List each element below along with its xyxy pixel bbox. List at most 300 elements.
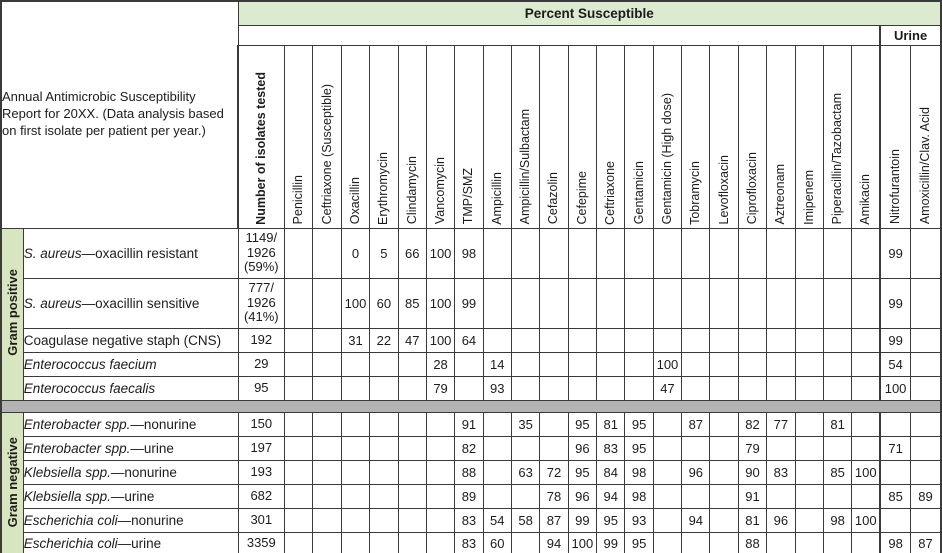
value-cell-tobramycin <box>682 328 710 352</box>
value-cell-ampicillin <box>483 228 511 278</box>
value-cell-imipenem <box>795 376 823 400</box>
value-cell-ceftriaxone <box>597 228 625 278</box>
value-cell-levofloxacin <box>710 412 738 436</box>
value-cell-penicillin <box>285 460 313 484</box>
value-cell-erythromycin <box>370 508 398 532</box>
header-imipenem <box>795 45 823 228</box>
value-cell-oxacillin <box>341 412 369 436</box>
value-cell-gentamicin-high-dose <box>653 412 681 436</box>
value-cell-tobramycin <box>682 278 710 328</box>
organism-cell <box>23 376 238 400</box>
value-cell-tobramycin <box>682 436 710 460</box>
value-cell-clindamycin <box>398 412 426 436</box>
isolates-tested-cell: 192 <box>238 328 285 352</box>
value-cell-imipenem <box>795 460 823 484</box>
value-cell-cefepime: 100 <box>568 532 596 553</box>
header-label: Ceftriaxone (Susceptible) <box>319 84 334 225</box>
organism-name: Enterobacter spp. <box>23 440 131 456</box>
header-oxacillin <box>341 45 369 228</box>
value-cell-ceftriaxone-susceptible <box>313 412 341 436</box>
value-cell-piperacillin-tazobactam <box>823 376 851 400</box>
organism-suffix: Coagulase negative staph (CNS) <box>23 332 222 348</box>
value-cell-ampicillin <box>483 412 511 436</box>
value-cell-tobramycin <box>682 484 710 508</box>
header-vancomycin <box>426 45 454 228</box>
value-cell-gentamicin: 95 <box>625 412 653 436</box>
organism-name: Enterococcus faecalis <box>23 380 156 396</box>
value-cell-ampicillin: 14 <box>483 352 511 376</box>
value-cell-ampicillin-sulbactam: 35 <box>511 412 539 436</box>
value-cell-imipenem <box>795 278 823 328</box>
value-cell-penicillin <box>285 484 313 508</box>
percent-susceptible-header: Percent Susceptible <box>238 1 941 25</box>
value-cell-ceftriaxone <box>597 278 625 328</box>
organism-suffix: —urine <box>130 440 174 456</box>
value-cell-vancomycin: 100 <box>426 328 454 352</box>
organism-row-enterobacter-spp-urine <box>1 436 941 460</box>
value-cell-penicillin <box>285 436 313 460</box>
value-cell-nitrofurantoin: 71 <box>880 436 910 460</box>
header-ciprofloxacin <box>738 45 766 228</box>
value-cell-tmp-smz: 88 <box>455 460 483 484</box>
value-cell-aztreonam <box>767 228 795 278</box>
value-cell-ceftriaxone-susceptible <box>313 376 341 400</box>
value-cell-cefazolin <box>540 228 568 278</box>
value-cell-vancomycin <box>426 508 454 532</box>
value-cell-gentamicin-high-dose <box>653 532 681 553</box>
value-cell-levofloxacin <box>710 460 738 484</box>
value-cell-amoxicillin-clav-acid <box>911 278 941 328</box>
header-label: Cefazolin <box>546 172 561 225</box>
value-cell-imipenem <box>795 484 823 508</box>
organism-cell <box>23 228 238 278</box>
header-label: Levofloxacin <box>716 155 731 225</box>
value-cell-ceftriaxone-susceptible <box>313 436 341 460</box>
value-cell-tmp-smz: 82 <box>455 436 483 460</box>
organism-cell <box>23 278 238 328</box>
value-cell-ciprofloxacin: 91 <box>738 484 766 508</box>
header-label: Cefepime <box>574 171 589 225</box>
header-spacer <box>238 25 880 45</box>
organism-name: Enterococcus faecium <box>23 356 157 372</box>
organism-row-klebsiella-spp-urine <box>1 484 941 508</box>
organism-cell <box>23 532 238 553</box>
value-cell-penicillin <box>285 376 313 400</box>
value-cell-cefepime <box>568 278 596 328</box>
value-cell-nitrofurantoin: 100 <box>880 376 910 400</box>
value-cell-gentamicin-high-dose <box>653 228 681 278</box>
value-cell-cefepime: 95 <box>568 412 596 436</box>
header-ampicillin-sulbactam <box>511 45 539 228</box>
value-cell-piperacillin-tazobactam <box>823 484 851 508</box>
value-cell-gentamicin <box>625 278 653 328</box>
header-gentamicin-high-dose <box>653 45 681 228</box>
organism-row-klebsiella-spp-nonurine <box>1 460 941 484</box>
value-cell-ciprofloxacin: 90 <box>738 460 766 484</box>
value-cell-ampicillin-sulbactam <box>511 436 539 460</box>
isolates-tested-cell: 29 <box>238 352 285 376</box>
value-cell-tobramycin <box>682 352 710 376</box>
value-cell-nitrofurantoin: 99 <box>880 328 910 352</box>
value-cell-ceftriaxone-susceptible <box>313 508 341 532</box>
value-cell-ciprofloxacin <box>738 328 766 352</box>
value-cell-amikacin <box>852 328 880 352</box>
value-cell-ampicillin: 93 <box>483 376 511 400</box>
value-cell-imipenem <box>795 328 823 352</box>
value-cell-ampicillin: 54 <box>483 508 511 532</box>
value-cell-nitrofurantoin <box>880 412 910 436</box>
value-cell-vancomycin: 100 <box>426 228 454 278</box>
value-cell-aztreonam <box>767 484 795 508</box>
header-label: Penicillin <box>291 175 306 225</box>
header-label: Vancomycin <box>433 157 447 225</box>
value-cell-amoxicillin-clav-acid <box>911 436 941 460</box>
header-label: TMP/SMZ <box>461 168 476 225</box>
value-cell-tmp-smz: 64 <box>455 328 483 352</box>
value-cell-ceftriaxone-susceptible <box>313 532 341 553</box>
header-gentamicin <box>625 45 653 228</box>
value-cell-vancomycin: 100 <box>426 278 454 328</box>
value-cell-ceftriaxone-susceptible <box>313 328 341 352</box>
value-cell-amikacin: 100 <box>852 508 880 532</box>
value-cell-penicillin <box>285 412 313 436</box>
value-cell-ciprofloxacin: 88 <box>738 532 766 553</box>
value-cell-tobramycin: 87 <box>682 412 710 436</box>
value-cell-amikacin <box>852 484 880 508</box>
value-cell-erythromycin <box>370 484 398 508</box>
organism-name: Klebsiella spp. <box>23 488 111 504</box>
value-cell-nitrofurantoin <box>880 460 910 484</box>
organism-suffix: —nonurine <box>117 512 184 528</box>
value-cell-amoxicillin-clav-acid: 87 <box>911 532 941 553</box>
value-cell-gentamicin-high-dose <box>653 328 681 352</box>
header-clindamycin <box>398 45 426 228</box>
value-cell-amoxicillin-clav-acid <box>911 508 941 532</box>
value-cell-tobramycin <box>682 228 710 278</box>
organism-cell <box>23 352 238 376</box>
value-cell-cefazolin <box>540 352 568 376</box>
organism-suffix: —oxacillin resistant <box>81 245 198 261</box>
value-cell-tobramycin: 96 <box>682 460 710 484</box>
group-separator-row <box>1 400 941 412</box>
header-label: Erythromycin <box>376 151 391 225</box>
value-cell-clindamycin <box>398 484 426 508</box>
value-cell-clindamycin <box>398 532 426 553</box>
value-cell-oxacillin: 0 <box>341 228 369 278</box>
value-cell-amikacin <box>852 532 880 553</box>
value-cell-tmp-smz: 99 <box>455 278 483 328</box>
value-cell-nitrofurantoin: 99 <box>880 278 910 328</box>
header-label: Clindamycin <box>404 156 419 225</box>
value-cell-cefazolin <box>540 328 568 352</box>
value-cell-aztreonam <box>767 352 795 376</box>
value-cell-ceftriaxone: 84 <box>597 460 625 484</box>
value-cell-levofloxacin <box>710 532 738 553</box>
value-cell-ampicillin <box>483 328 511 352</box>
value-cell-ceftriaxone: 81 <box>597 412 625 436</box>
organism-name: Enterobacter spp. <box>23 416 131 432</box>
isolates-tested-cell: 95 <box>238 376 285 400</box>
value-cell-clindamycin <box>398 436 426 460</box>
value-cell-aztreonam: 83 <box>767 460 795 484</box>
value-cell-ampicillin-sulbactam <box>511 532 539 553</box>
value-cell-cefazolin <box>540 376 568 400</box>
value-cell-gentamicin: 95 <box>625 532 653 553</box>
value-cell-clindamycin <box>398 508 426 532</box>
value-cell-levofloxacin <box>710 508 738 532</box>
header-amoxicillin-clav-acid <box>911 45 941 228</box>
value-cell-clindamycin <box>398 460 426 484</box>
value-cell-ciprofloxacin <box>738 228 766 278</box>
value-cell-gentamicin: 95 <box>625 436 653 460</box>
value-cell-aztreonam <box>767 278 795 328</box>
header-number-of-isolates-tested <box>238 45 285 228</box>
organism-cell <box>23 508 238 532</box>
value-cell-imipenem <box>795 228 823 278</box>
organism-name: Klebsiella spp. <box>23 464 111 480</box>
value-cell-amikacin <box>852 412 880 436</box>
value-cell-nitrofurantoin: 54 <box>880 352 910 376</box>
value-cell-levofloxacin <box>710 228 738 278</box>
organism-row-s-aureus-oxacillin-sensitive <box>1 278 941 328</box>
organism-row-escherichia-coli-urine <box>1 532 941 553</box>
organism-cell <box>23 412 238 436</box>
value-cell-imipenem <box>795 352 823 376</box>
value-cell-gentamicin <box>625 376 653 400</box>
value-cell-penicillin <box>285 352 313 376</box>
value-cell-gentamicin <box>625 228 653 278</box>
header-label: Ciprofloxacin <box>744 152 759 225</box>
value-cell-amikacin: 100 <box>852 460 880 484</box>
value-cell-ceftriaxone <box>597 352 625 376</box>
value-cell-piperacillin-tazobactam <box>823 228 851 278</box>
value-cell-amoxicillin-clav-acid <box>911 376 941 400</box>
value-cell-ampicillin <box>483 460 511 484</box>
header-label: Oxacillin <box>347 177 362 225</box>
value-cell-clindamycin: 47 <box>398 328 426 352</box>
value-cell-ciprofloxacin <box>738 352 766 376</box>
value-cell-cefepime <box>568 376 596 400</box>
organism-suffix: —nonurine <box>130 416 197 432</box>
value-cell-tmp-smz <box>455 352 483 376</box>
value-cell-piperacillin-tazobactam <box>823 328 851 352</box>
value-cell-ciprofloxacin: 81 <box>738 508 766 532</box>
value-cell-ampicillin-sulbactam <box>511 352 539 376</box>
value-cell-tmp-smz <box>455 376 483 400</box>
header-ceftriaxone-susceptible <box>313 45 341 228</box>
value-cell-piperacillin-tazobactam <box>823 532 851 553</box>
organism-row-enterococcus-faecium <box>1 352 941 376</box>
value-cell-vancomycin <box>426 532 454 553</box>
value-cell-cefazolin: 87 <box>540 508 568 532</box>
value-cell-oxacillin <box>341 436 369 460</box>
header-label: Gentamicin <box>631 161 646 225</box>
value-cell-oxacillin <box>341 508 369 532</box>
organism-row-escherichia-coli-nonurine <box>1 508 941 532</box>
value-cell-gentamicin-high-dose <box>653 508 681 532</box>
value-cell-ceftriaxone: 94 <box>597 484 625 508</box>
organism-name: S. aureus <box>23 295 82 311</box>
value-cell-cefazolin <box>540 412 568 436</box>
value-cell-tobramycin <box>682 376 710 400</box>
value-cell-ampicillin <box>483 278 511 328</box>
value-cell-gentamicin: 98 <box>625 460 653 484</box>
header-penicillin <box>285 45 313 228</box>
value-cell-ceftriaxone-susceptible <box>313 460 341 484</box>
isolates-tested-cell: 1149/ 1926 (59%) <box>238 228 285 278</box>
organism-name: Escherichia coli <box>23 512 118 528</box>
value-cell-erythromycin <box>370 376 398 400</box>
group-label-gram-positive <box>1 228 23 400</box>
value-cell-tmp-smz: 91 <box>455 412 483 436</box>
value-cell-imipenem <box>795 436 823 460</box>
value-cell-ceftriaxone-susceptible <box>313 352 341 376</box>
value-cell-oxacillin <box>341 460 369 484</box>
header-piperacillin-tazobactam <box>823 45 851 228</box>
isolates-tested-cell: 301 <box>238 508 285 532</box>
value-cell-levofloxacin <box>710 328 738 352</box>
report-title: Annual Antimicrobic Susceptibility Report for 20XX. (Data analysis based on first isolate per patient per year.) <box>2 89 224 139</box>
header-label: Ampicillin/Sulbactam <box>518 109 533 225</box>
value-cell-erythromycin <box>370 436 398 460</box>
value-cell-aztreonam <box>767 376 795 400</box>
value-cell-aztreonam: 96 <box>767 508 795 532</box>
value-cell-erythromycin <box>370 352 398 376</box>
value-cell-gentamicin-high-dose <box>653 278 681 328</box>
value-cell-piperacillin-tazobactam: 81 <box>823 412 851 436</box>
report-title-cell <box>1 1 238 228</box>
value-cell-cefepime: 96 <box>568 436 596 460</box>
value-cell-ceftriaxone <box>597 328 625 352</box>
value-cell-piperacillin-tazobactam: 85 <box>823 460 851 484</box>
organism-cell <box>23 436 238 460</box>
value-cell-clindamycin <box>398 352 426 376</box>
value-cell-ceftriaxone: 95 <box>597 508 625 532</box>
organism-row-enterococcus-faecalis <box>1 376 941 400</box>
urine-header: Urine <box>880 25 941 45</box>
organism-suffix: —oxacillin sensitive <box>81 295 200 311</box>
value-cell-vancomycin <box>426 484 454 508</box>
value-cell-gentamicin: 93 <box>625 508 653 532</box>
value-cell-erythromycin: 60 <box>370 278 398 328</box>
value-cell-amoxicillin-clav-acid <box>911 412 941 436</box>
value-cell-penicillin <box>285 508 313 532</box>
value-cell-gentamicin <box>625 352 653 376</box>
value-cell-erythromycin <box>370 460 398 484</box>
value-cell-cefazolin: 94 <box>540 532 568 553</box>
value-cell-vancomycin <box>426 460 454 484</box>
value-cell-ampicillin-sulbactam <box>511 484 539 508</box>
value-cell-ampicillin-sulbactam <box>511 228 539 278</box>
isolates-tested-cell: 682 <box>238 484 285 508</box>
header-levofloxacin <box>710 45 738 228</box>
group-separator <box>1 400 941 412</box>
value-cell-penicillin <box>285 278 313 328</box>
value-cell-tmp-smz: 83 <box>455 532 483 553</box>
isolates-tested-cell: 150 <box>238 412 285 436</box>
header-cefazolin <box>540 45 568 228</box>
header-label: Ceftriaxone <box>603 160 618 225</box>
value-cell-cefepime <box>568 328 596 352</box>
organism-cell <box>23 460 238 484</box>
value-cell-ceftriaxone-susceptible <box>313 484 341 508</box>
header-row-top <box>1 1 941 25</box>
value-cell-oxacillin <box>341 352 369 376</box>
value-cell-amoxicillin-clav-acid <box>911 352 941 376</box>
value-cell-cefazolin: 78 <box>540 484 568 508</box>
header-label: Nitrofurantoin <box>888 149 903 225</box>
value-cell-aztreonam <box>767 436 795 460</box>
organism-row-enterobacter-spp-nonurine <box>1 412 941 436</box>
value-cell-ciprofloxacin: 82 <box>738 412 766 436</box>
value-cell-ampicillin-sulbactam <box>511 376 539 400</box>
value-cell-oxacillin <box>341 376 369 400</box>
value-cell-vancomycin: 79 <box>426 376 454 400</box>
value-cell-ampicillin-sulbactam <box>511 328 539 352</box>
header-aztreonam <box>767 45 795 228</box>
value-cell-levofloxacin <box>710 376 738 400</box>
value-cell-gentamicin: 98 <box>625 484 653 508</box>
value-cell-imipenem <box>795 532 823 553</box>
organism-suffix: —urine <box>117 536 162 552</box>
value-cell-imipenem <box>795 508 823 532</box>
value-cell-oxacillin: 100 <box>341 278 369 328</box>
value-cell-aztreonam <box>767 328 795 352</box>
group-label-text: Gram negative <box>4 437 20 528</box>
value-cell-ceftriaxone-susceptible <box>313 228 341 278</box>
value-cell-cefepime <box>568 352 596 376</box>
header-label: Piperacillin/Tazobactam <box>830 93 845 225</box>
organism-row-s-aureus-oxacillin-resistant <box>1 228 941 278</box>
value-cell-penicillin <box>285 532 313 553</box>
value-cell-ampicillin: 60 <box>483 532 511 553</box>
value-cell-tmp-smz: 98 <box>455 228 483 278</box>
value-cell-cefazolin: 72 <box>540 460 568 484</box>
value-cell-nitrofurantoin: 85 <box>880 484 910 508</box>
value-cell-aztreonam <box>767 532 795 553</box>
value-cell-tobramycin <box>682 532 710 553</box>
value-cell-gentamicin-high-dose: 100 <box>653 352 681 376</box>
value-cell-ciprofloxacin <box>738 376 766 400</box>
organism-cell <box>23 328 238 352</box>
value-cell-amikacin <box>852 436 880 460</box>
value-cell-ampicillin <box>483 436 511 460</box>
value-cell-piperacillin-tazobactam: 98 <box>823 508 851 532</box>
value-cell-amikacin <box>852 228 880 278</box>
header-erythromycin <box>370 45 398 228</box>
value-cell-piperacillin-tazobactam <box>823 352 851 376</box>
value-cell-ceftriaxone <box>597 376 625 400</box>
value-cell-levofloxacin <box>710 352 738 376</box>
value-cell-ceftriaxone-susceptible <box>313 278 341 328</box>
value-cell-amoxicillin-clav-acid <box>911 460 941 484</box>
value-cell-clindamycin: 66 <box>398 228 426 278</box>
value-cell-cefepime: 99 <box>568 508 596 532</box>
value-cell-cefazolin <box>540 278 568 328</box>
header-label: Amikacin <box>858 173 873 225</box>
value-cell-gentamicin-high-dose <box>653 460 681 484</box>
value-cell-vancomycin <box>426 436 454 460</box>
header-nitrofurantoin <box>880 45 910 228</box>
value-cell-penicillin <box>285 228 313 278</box>
header-label: Aztreonam <box>773 164 788 225</box>
value-cell-penicillin <box>285 328 313 352</box>
value-cell-vancomycin: 28 <box>426 352 454 376</box>
header-ceftriaxone <box>597 45 625 228</box>
value-cell-levofloxacin <box>710 436 738 460</box>
value-cell-nitrofurantoin <box>880 508 910 532</box>
value-cell-piperacillin-tazobactam <box>823 436 851 460</box>
